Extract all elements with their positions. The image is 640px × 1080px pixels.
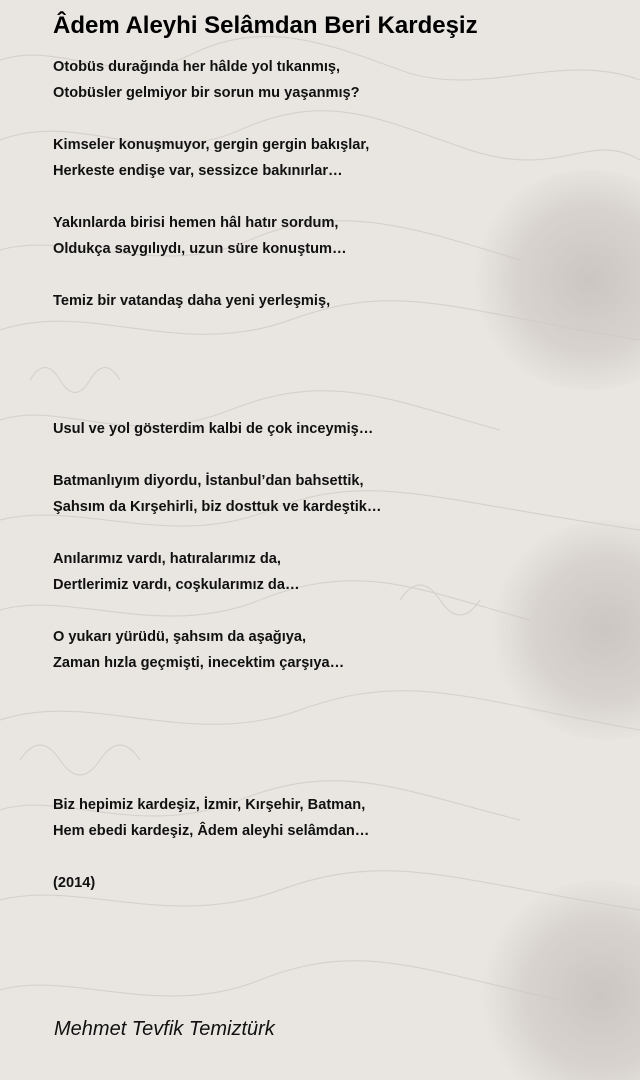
stanza: [53, 54, 613, 106]
poem-line: Usul ve yol gösterdim kalbi de çok inceymiş…: [53, 421, 374, 437]
stanza: [53, 624, 613, 676]
stanza: [53, 546, 613, 598]
poem-line: Şahsım da Kırşehirli, biz dosttuk ve kardeştik…: [53, 499, 382, 515]
poem-line: Hem ebedi kardeşiz, Âdem aleyhi selâmdan…: [53, 823, 370, 839]
poem-line: Zaman hızla geçmişti, inecektim çarşıya…: [53, 655, 345, 671]
stanza: [53, 468, 613, 520]
poem-line: Dertlerimiz vardı, coşkularımız da…: [53, 577, 300, 593]
poem-line: Biz hepimiz kardeşiz, İzmir, Kırşehir, Batman,: [53, 797, 366, 813]
stanza: [53, 210, 613, 262]
poem-body: [53, 54, 613, 922]
poem-line: Temiz bir vatandaş daha yeni yerleşmiş,: [53, 293, 331, 309]
stanza: [53, 416, 613, 442]
stanza-gap: [53, 702, 613, 792]
poem-line: Otobüsler gelmiyor bir sorun mu yaşanmış?: [53, 85, 360, 101]
poem-year: (2014): [53, 875, 96, 891]
poem-line: Herkeste endişe var, sessizce bakınırlar…: [53, 163, 343, 179]
poem-line: Anılarımız vardı, hatıralarımız da,: [53, 551, 281, 567]
poem-line: Batmanlıyım diyordu, İstanbul’dan bahsettik,: [53, 473, 364, 489]
poem-line: Otobüs durağında her hâlde yol tıkanmış,: [53, 59, 341, 75]
stanza: [53, 792, 613, 844]
poem-line: Kimseler konuşmuyor, gergin gergin bakışlar,: [53, 137, 370, 153]
stanza: [53, 870, 613, 896]
poem-title: Âdem Aleyhi Selâmdan Beri Kardeşiz: [53, 12, 478, 39]
poem-line: Yakınlarda birisi hemen hâl hatır sordum,: [53, 215, 339, 231]
poem-line: O yukarı yürüdü, şahsım da aşağıya,: [53, 629, 307, 645]
stanza: [53, 132, 613, 184]
poem-line: Oldukça saygılıydı, uzun süre konuştum…: [53, 241, 347, 257]
author-name: Mehmet Tevfik Temiztürk: [54, 1018, 275, 1040]
stanza-gap: [53, 340, 613, 416]
stanza: [53, 288, 613, 314]
